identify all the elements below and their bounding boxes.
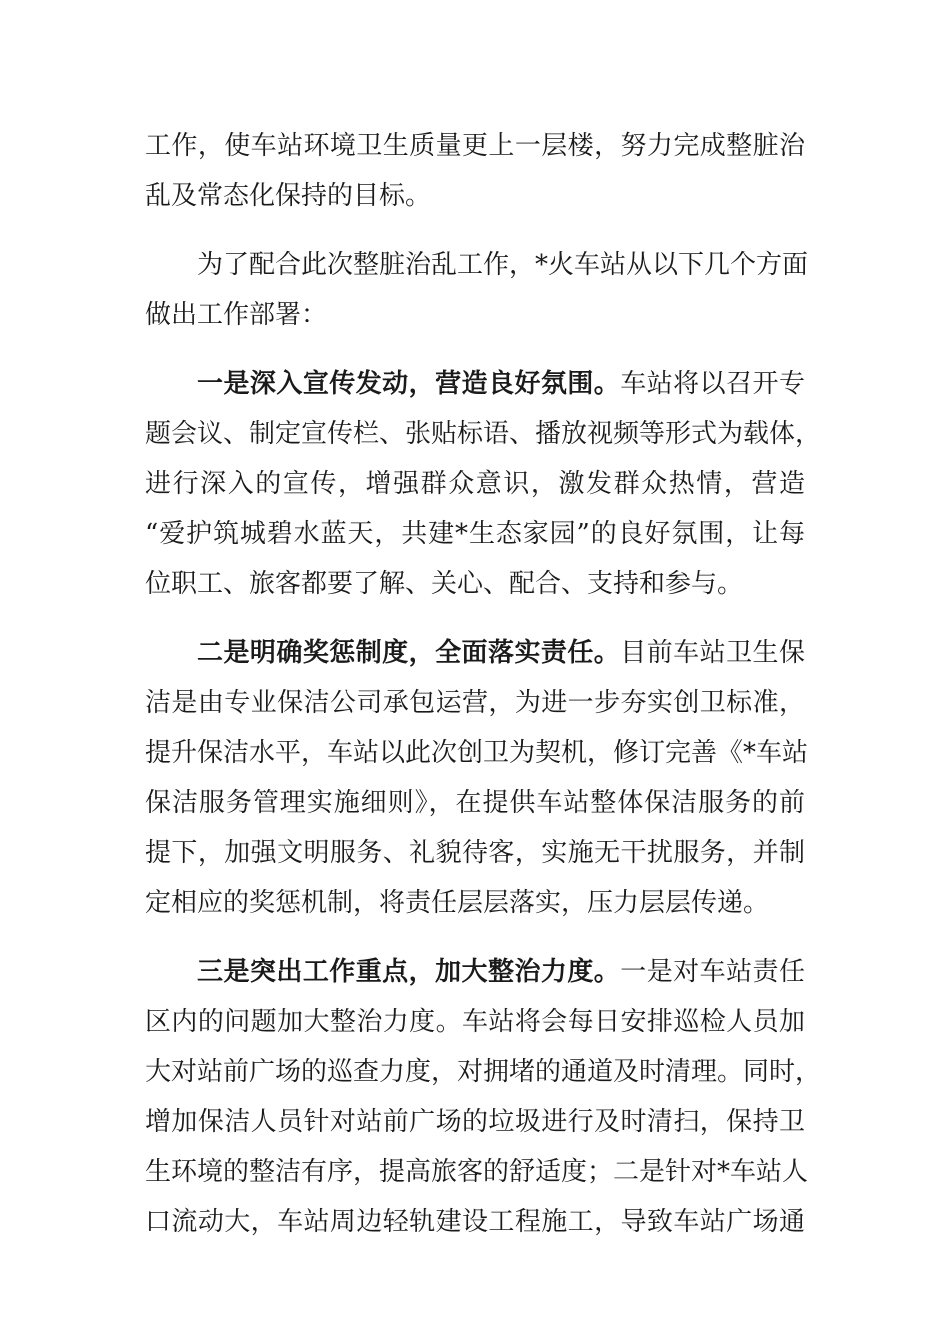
text-line: 口流动大，车站周边轻轨建设工程施工，导致车站广场通 [145,1207,805,1237]
text-line: 提下，加强文明服务、礼貌待客，实施无干扰服务，并制 [145,838,805,868]
paragraph-heading: 三是突出工作重点，加大整治力度。 [197,957,621,987]
text-line: 做出工作部署： [145,300,328,330]
text-line: “爱护筑城碧水蓝天，共建*生态家园”的良好氛围，让每 [145,519,805,549]
text-line: 大对站前广场的巡查力度，对拥堵的通道及时清理。同时， [145,1057,822,1087]
text-line [145,359,805,409]
text-line [145,947,805,997]
text-line: 区内的问题加大整治力度。车站将会每日安排巡检人员加 [145,1007,805,1037]
paragraph-heading: 一是深入宣传发动，营造良好氛围。 [197,369,621,399]
paragraph [145,121,805,221]
paragraph [145,947,822,1247]
paragraph [145,359,822,609]
text-line: 生环境的整洁有序，提高旅客的舒适度；二是针对*车站人 [145,1157,809,1187]
text-line: 增加保洁人员针对站前广场的垃圾进行及时清扫，保持卫 [145,1107,805,1137]
text-line [145,628,805,678]
text-line: 题会议、制定宣传栏、张贴标语、播放视频等形式为载体， [145,419,822,449]
text-run: 车站将以召开专 [620,369,805,399]
text-line: 保洁服务管理实施细则》，在提供车站整体保洁服务的前 [145,788,805,818]
text-line: 定相应的奖惩机制，将责任层层落实，压力层层传递。 [145,888,770,918]
text-line: 位职工、旅客都要了解、关心、配合、支持和参与。 [145,569,744,599]
text-line: 进行深入的宣传，增强群众意识，激发群众热情，营造 [145,469,805,499]
text-run: 目前车站卫生保 [620,638,805,668]
document-page [145,121,822,1247]
text-line: 洁是由专业保洁公司承包运营，为进一步夯实创卫标准， [145,688,805,718]
text-line: 工作，使车站环境卫生质量更上一层楼，努力完成整脏治 [145,131,805,161]
text-run: 一是对车站责任 [620,957,805,987]
text-line: 提升保洁水平，车站以此次创卫为契机，修订完善《*车站 [145,738,809,768]
paragraph-heading: 二是明确奖惩制度，全面落实责任。 [197,638,621,668]
paragraph [145,628,809,928]
paragraph [145,240,809,340]
text-line: 乱及常态化保持的目标。 [145,181,432,211]
text-line: 为了配合此次整脏治乱工作，*火车站从以下几个方面 [197,250,809,280]
